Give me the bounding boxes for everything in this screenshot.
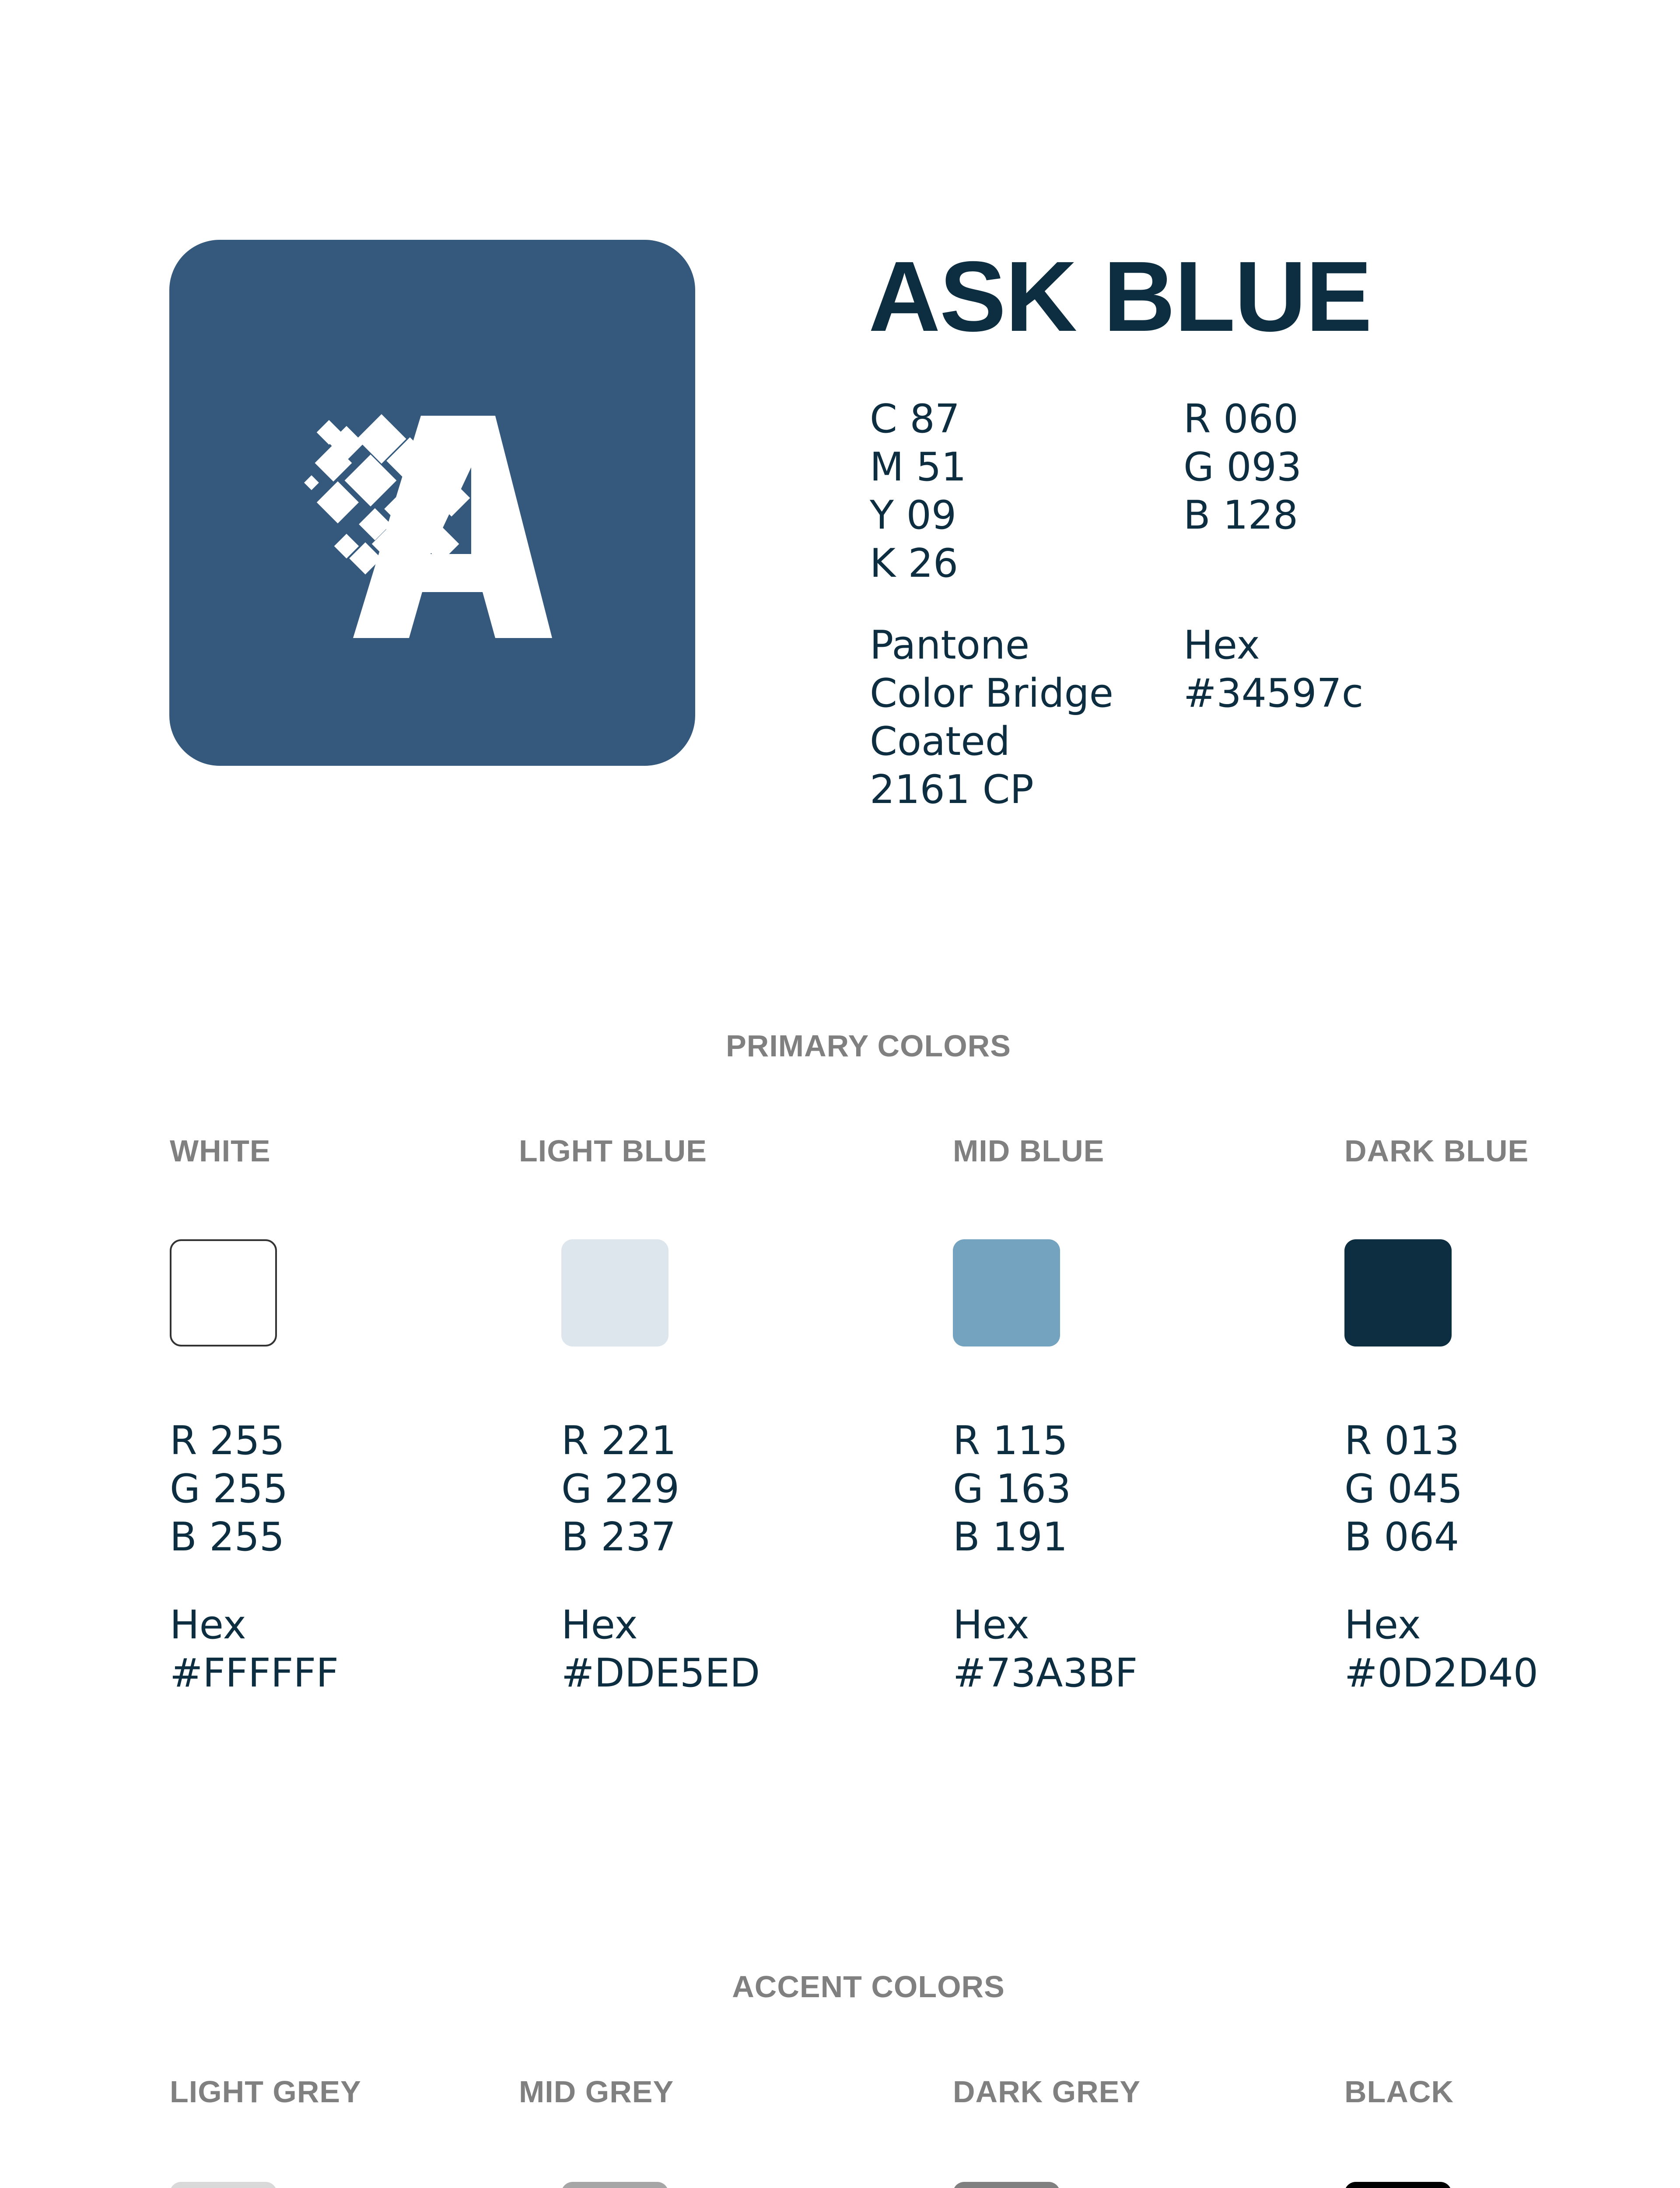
pantone-line: 2161 CP: [870, 767, 1034, 813]
mid-grey-color-name: MID GREY: [519, 2075, 674, 2109]
rgb-r-value: R 013: [1344, 1418, 1460, 1464]
pantone-line: Coated: [870, 719, 1010, 764]
rgb-b-value: B 191: [953, 1514, 1068, 1560]
pantone-info: [870, 621, 1113, 814]
light-grey-color-name: LIGHT GREY: [170, 2075, 361, 2109]
rgb-r-value: R 221: [561, 1418, 676, 1464]
light-grey-swatch: [170, 2182, 277, 2188]
dark-blue-rgb-values: [1344, 1417, 1463, 1561]
brand-hex: [1183, 621, 1363, 718]
white-color-name: WHITE: [170, 1134, 271, 1168]
rgb-values: [1183, 395, 1302, 540]
rgb-r-value: R 255: [170, 1418, 285, 1464]
hex-label: Hex: [953, 1602, 1029, 1648]
black-color-name: BLACK: [1344, 2075, 1454, 2109]
white-hex: [170, 1601, 339, 1697]
white-swatch: [170, 1239, 277, 1346]
accent-colors-heading: ACCENT COLORS: [732, 1970, 1005, 2004]
hex-value: #34597c: [1183, 670, 1364, 716]
rgb-g-value: G 045: [1344, 1466, 1463, 1512]
hex-label: Hex: [1344, 1602, 1421, 1648]
pantone-line: Color Bridge: [870, 670, 1113, 716]
light-blue-rgb-values: [561, 1417, 679, 1561]
dark-blue-color-name: DARK BLUE: [1344, 1134, 1529, 1168]
cmyk-values: [870, 395, 966, 588]
hex-label: Hex: [1183, 622, 1260, 668]
primary-colors-heading: PRIMARY COLORS: [726, 1029, 1011, 1063]
dark-blue-swatch: [1344, 1239, 1452, 1346]
mid-blue-swatch: [953, 1239, 1060, 1346]
black-swatch: [1344, 2182, 1452, 2188]
pantone-line: Pantone: [870, 622, 1030, 668]
rgb-g-value: G 163: [953, 1466, 1071, 1512]
hex-value: #FFFFFF: [170, 1650, 339, 1696]
rgb-g: G 093: [1183, 444, 1302, 490]
dark-grey-color-name: DARK GREY: [953, 2075, 1141, 2109]
page-title: ASK BLUE: [868, 241, 1372, 352]
rgb-b-value: B 255: [170, 1514, 285, 1560]
white-rgb-values: [170, 1417, 288, 1561]
letter-a-pixel-logo-icon: [169, 240, 695, 766]
rgb-r-value: R 115: [953, 1418, 1068, 1464]
rgb-g-value: G 229: [561, 1466, 680, 1512]
brand-logo-tile: [169, 240, 695, 766]
rgb-b-value: B 064: [1344, 1514, 1460, 1560]
hex-label: Hex: [561, 1602, 638, 1648]
light-blue-hex: [561, 1601, 760, 1697]
hex-value: #DDE5ED: [561, 1650, 760, 1696]
cmyk-c: C 87: [870, 396, 960, 442]
mid-grey-swatch: [561, 2182, 668, 2188]
light-blue-color-name: LIGHT BLUE: [519, 1134, 707, 1168]
cmyk-k: K 26: [870, 540, 959, 586]
hex-value: #0D2D40: [1344, 1650, 1539, 1696]
hex-label: Hex: [170, 1602, 246, 1648]
mid-blue-color-name: MID BLUE: [953, 1134, 1105, 1168]
mid-blue-hex: [953, 1601, 1138, 1697]
rgb-g-value: G 255: [170, 1466, 288, 1512]
cmyk-y: Y 09: [870, 492, 957, 538]
rgb-b: B 128: [1183, 492, 1298, 538]
light-blue-swatch: [561, 1239, 668, 1346]
rgb-b-value: B 237: [561, 1514, 676, 1560]
dark-grey-swatch: [953, 2182, 1060, 2188]
dark-blue-hex: [1344, 1601, 1538, 1697]
cmyk-m: M 51: [870, 444, 966, 490]
mid-blue-rgb-values: [953, 1417, 1071, 1561]
hex-value: #73A3BF: [953, 1650, 1138, 1696]
rgb-r: R 060: [1183, 396, 1298, 442]
